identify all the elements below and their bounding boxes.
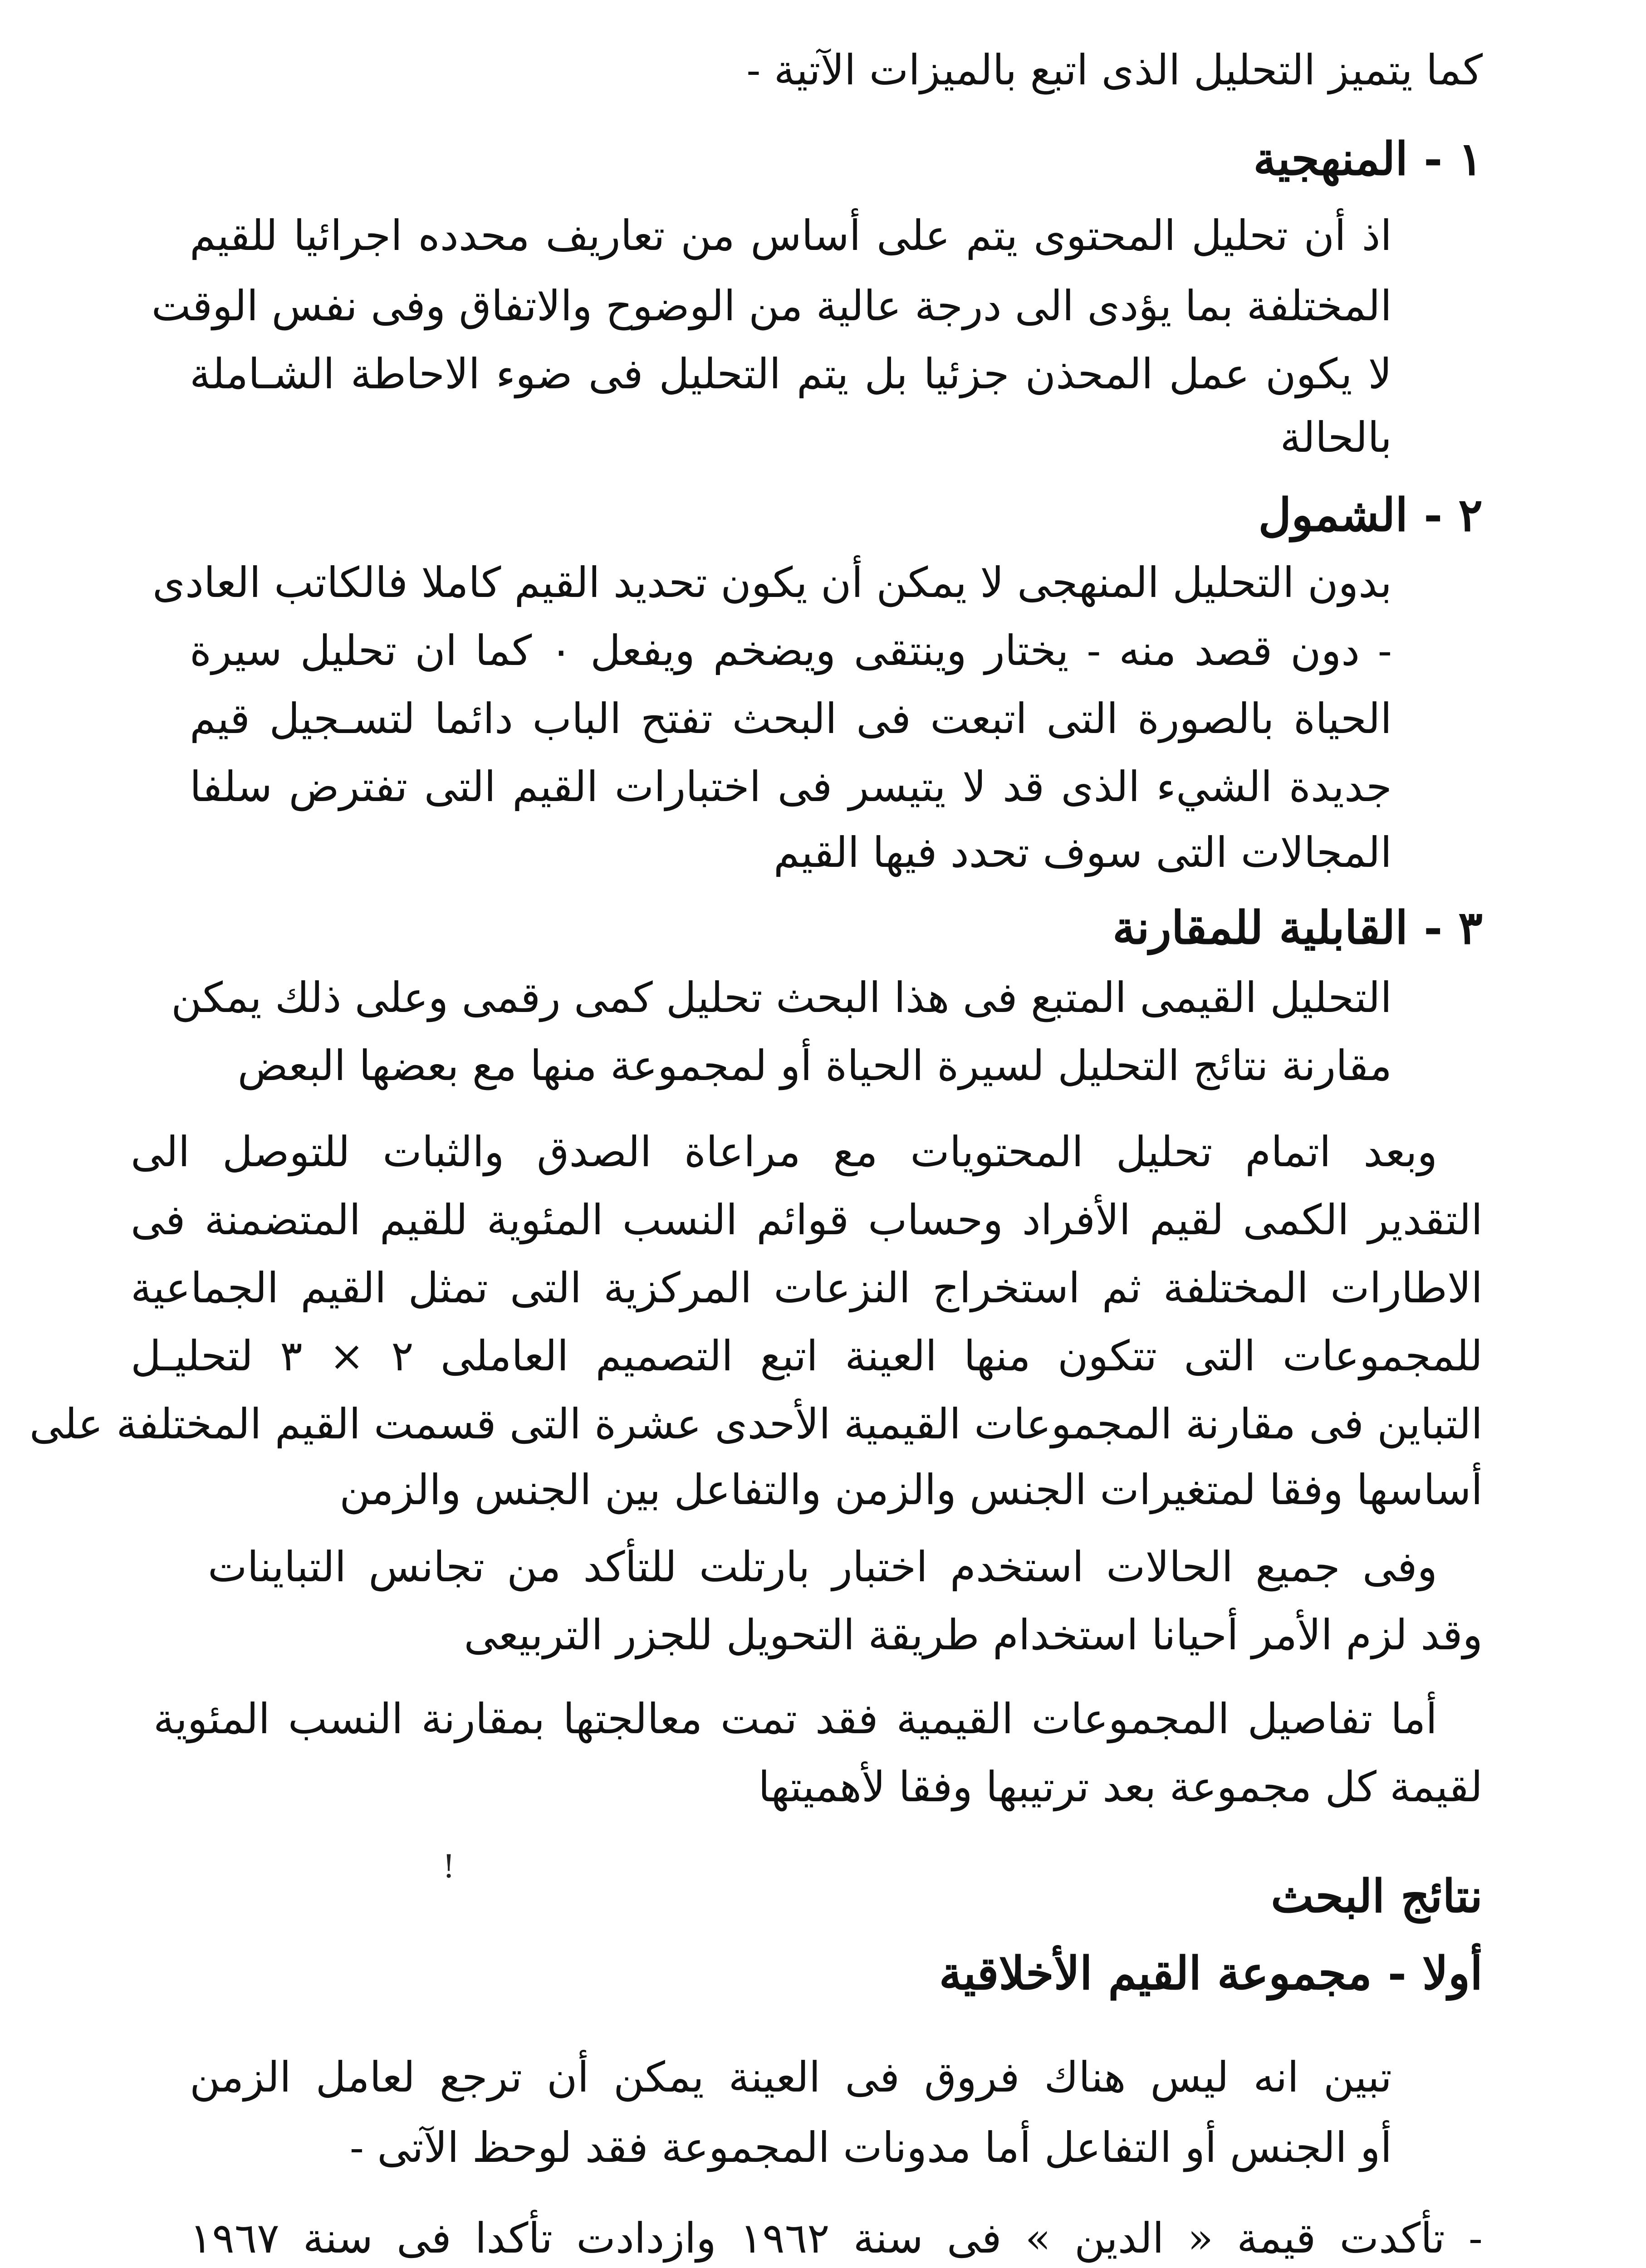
feature-3-heading: ٣ - القابلية للمقارنة xyxy=(1112,901,1483,954)
results-para-line-2: أو الجنس أو التفاعل أما مدونات المجموعة فقد لوحظ الآتى - xyxy=(349,2123,1392,2172)
results-bullet-line-1: - تأكدت قيمة « الدين » فى سنة ١٩٦٢ وازدادت تأكدا فى سنة ١٩٦٧ xyxy=(190,2214,1483,2263)
paragraph-2-line-1: وفى جميع الحالات استخدم اختبار بارتلت للتأكد من تجانس التباينات xyxy=(208,1543,1437,1591)
feature-2-heading: ٢ - الشمول xyxy=(1258,488,1483,542)
feature-2-line-5: المجالات التى سوف تحدد فيها القيم xyxy=(773,828,1392,877)
feature-2-line-4: جديدة الشيء الذى قد لا يتيسر فى اختبارات القيم التى تفترض سلفا xyxy=(190,763,1392,811)
feature-1-line-4: بالحالة xyxy=(1280,413,1392,462)
feature-1-line-1: اذ أن تحليل المحتوى يتم على أساس من تعاريف محدده اجرائيا للقيم xyxy=(190,211,1392,260)
stray-mark: ! xyxy=(442,1848,456,1885)
feature-3-line-1: التحليل القيمى المتبع فى هذا البحث تحليل كمى رقمى وعلى ذلك يمكن xyxy=(171,973,1392,1022)
paragraph-1-line-1: وبعد اتمام تحليل المحتويات مع مراعاة الصدق والثبات للتوصل الى xyxy=(131,1128,1437,1176)
results-subheading: أولا - مجموعة القيم الأخلاقية xyxy=(939,1946,1483,2000)
paragraph-1-line-6: أساسها وفقا لمتغيرات الجنس والزمن والتفاعل بين الجنس والزمن xyxy=(339,1466,1483,1514)
feature-1-line-2: المختلفة بما يؤدى الى درجة عالية من الوضوح والاتفاق وفى نفس الوقت xyxy=(151,282,1392,330)
paragraph-1-line-2: التقدير الكمى لقيم الأفراد وحساب قوائم النسب المئوية للقيم المتضمنة فى xyxy=(131,1196,1483,1244)
feature-2-line-2: - دون قصد منه - يختار وينتقى ويضخم ويفعل ٠ كما ان تحليل سيرة xyxy=(190,626,1392,675)
feature-1-heading: ١ - المنهجية xyxy=(1253,132,1483,186)
results-heading: نتائج البحث xyxy=(1271,1869,1483,1923)
feature-2-line-1: بدون التحليل المنهجى لا يمكن أن يكون تحديد القيم كاملا فالكاتب العادى xyxy=(152,558,1392,607)
paragraph-1-line-5: التباين فى مقارنة المجموعات القيمية الأحدى عشرة التى قسمت القيم المختلفة على xyxy=(29,1400,1483,1448)
intro-line: كما يتميز التحليل الذى اتبع بالميزات الآتية - xyxy=(746,46,1483,94)
results-para-line-1: تبين انه ليس هناك فروق فى العينة يمكن أن ترجع لعامل الزمن xyxy=(190,2053,1392,2102)
paragraph-2-line-2: وقد لزم الأمر أحيانا استخدام طريقة التحويل للجزر التربيعى xyxy=(464,1611,1483,1659)
paragraph-1-line-3: الاطارات المختلفة ثم استخراج النزعات المركزية التى تمثل القيم الجماعية xyxy=(131,1264,1483,1312)
paragraph-3-line-2: لقيمة كل مجموعة بعد ترتيبها وفقا لأهميتها xyxy=(758,1763,1483,1811)
paragraph-3-line-1: أما تفاصيل المجموعات القيمية فقد تمت معالجتها بمقارنة النسب المئوية xyxy=(153,1695,1437,1743)
feature-2-line-3: الحياة بالصورة التى اتبعت فى البحث تفتح الباب دائما لتسـجيل قيم xyxy=(190,694,1392,743)
feature-3-line-2: مقارنة نتائج التحليل لسيرة الحياة أو لمجموعة منها مع بعضها البعض xyxy=(237,1041,1392,1090)
feature-1-line-3: لا يكون عمل المحذن جزئيا بل يتم التحليل فى ضوء الاحاطة الشـاملة xyxy=(190,350,1392,398)
paragraph-1-line-4: للمجموعات التى تتكون منها العينة اتبع التصميم العاملى ٢ × ٣ لتحليـل xyxy=(131,1332,1483,1380)
